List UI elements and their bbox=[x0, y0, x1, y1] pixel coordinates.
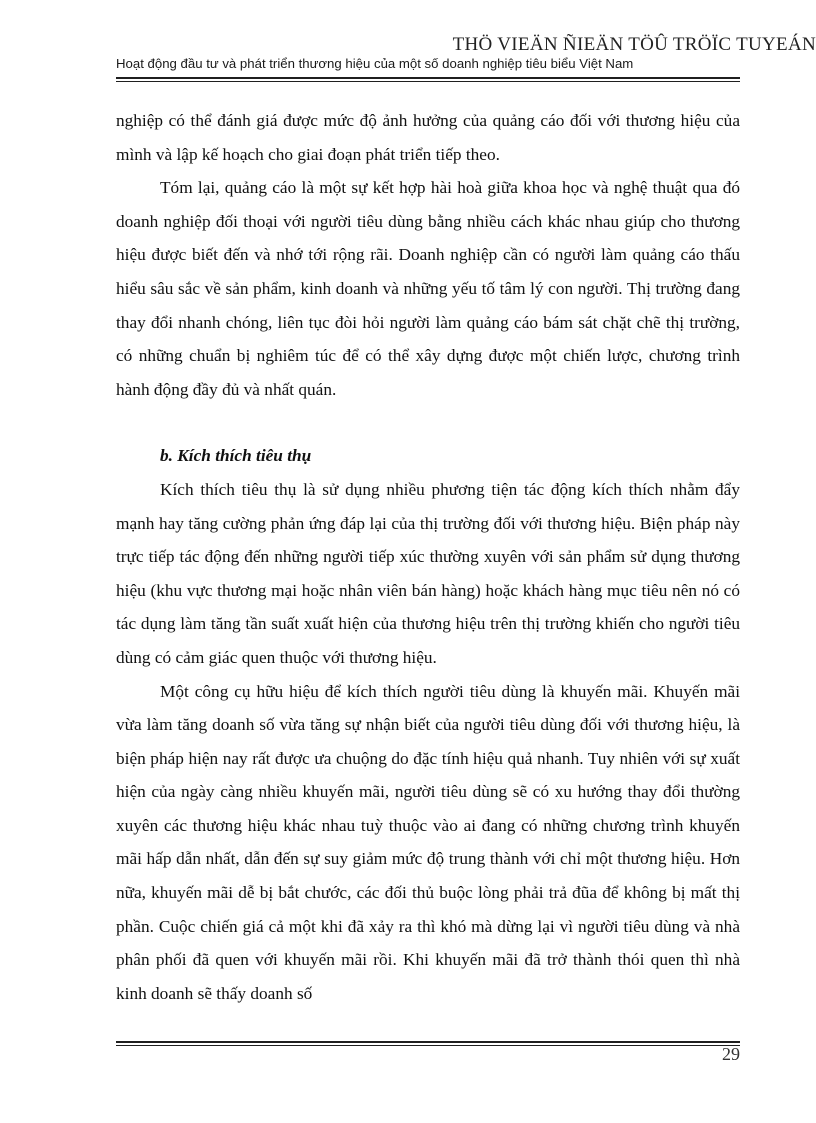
footer-divider bbox=[116, 1041, 740, 1046]
section-heading: b. Kích thích tiêu thụ bbox=[160, 446, 312, 466]
running-header: Hoạt động đầu tư và phát triển thương hiệu của một số doanh nghiệp tiêu biểu Việt Nam bbox=[116, 56, 634, 71]
paragraph-definition: Kích thích tiêu thụ là sử dụng nhiều phương tiện tác động kích thích nhằm đẩy mạnh hay tăng cường phản ứng đáp lại của thị trường đối với thương hiệu. Biện pháp này trực tiếp tác động đến những người tiếp xúc thường xuyên với sản phẩm sử dụng thương hiệu (khu vực thương mại hoặc nhân viên bán hàng) hoặc khách hàng mục tiêu nên nó có tác dụng làm tăng tần suất xuất hiện của thương hiệu trên thị trường khiến cho người tiêu dùng có cảm giác quen thuộc với thương hiệu. bbox=[116, 479, 740, 667]
header-divider bbox=[116, 77, 740, 82]
paragraph-summary: Tóm lại, quảng cáo là một sự kết hợp hài hoà giữa khoa học và nghệ thuật qua đó doanh nghiệp đối thoại với người tiêu dùng bằng nhiều cách khác nhau giúp cho thương hiệu được biết đến và nhớ tới rộng rãi. Doanh nghiệp cần có người làm quảng cáo thấu hiểu sâu sắc về sản phẩm, kinh doanh và những yếu tố tâm lý con người. Thị trường đang thay đổi nhanh chóng, liên tục đòi hỏi người làm quảng cáo bám sát chặt chẽ thị trường, có những chuẩn bị nghiêm túc để có thể xây dựng được một chiến lược, chương trình hành động đầy đủ và nhất quán. bbox=[116, 178, 740, 399]
paragraph-continuation: nghiệp có thể đánh giá được mức độ ảnh hưởng của quảng cáo đối với thương hiệu của mình và lập kế hoạch cho giai đoạn phát triển tiếp theo. bbox=[116, 111, 740, 164]
page-number: 29 bbox=[722, 1044, 740, 1064]
paragraph-promotion: Một công cụ hữu hiệu để kích thích người tiêu dùng là khuyến mãi. Khuyến mãi vừa làm tăng doanh số vừa tăng sự nhận biết của người tiêu dùng đối với thương hiệu, là biện pháp hiện nay rất được ưa chuộng do đặc tính hiệu quả nhanh. Tuy nhiên với sự xuất hiện của ngày càng nhiều khuyến mãi, người tiêu dùng sẽ có xu hướng thay đổi thường xuyên các thương hiệu khác nhau tuỳ thuộc vào ai đang có những chương trình khuyến mãi hấp dẫn nhất, dẫn đến sự suy giảm mức độ trung thành với chỉ một thương hiệu. Hơn nữa, khuyến mãi dễ bị bắt chước, các đối thủ buộc lòng phải trả đũa để không bị mất thị phần. Cuộc chiến giá cả một khi đã xảy ra thì khó mà dừng lại vì người tiêu dùng và nhà phân phối đã quen với khuyến mãi rồi. Khi khuyến mãi đã trở thành thói quen thì nhà kinh doanh sẽ thấy doanh số bbox=[116, 681, 740, 1003]
watermark-banner: THÖ VIEÄN ÑIEÄN TÖÛ TRÖÏC TUYEÁN bbox=[452, 34, 816, 55]
page-body bbox=[116, 104, 740, 1010]
